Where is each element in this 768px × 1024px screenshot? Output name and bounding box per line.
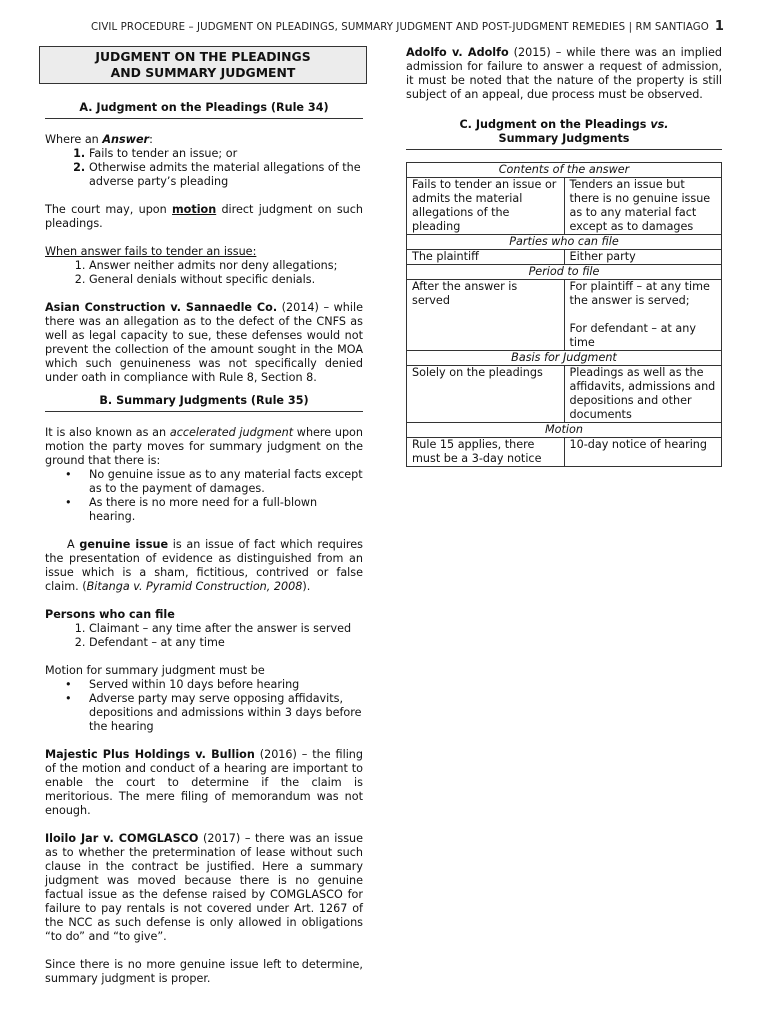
table-cell: Either party bbox=[564, 250, 722, 265]
table-cell bbox=[564, 280, 722, 351]
iloilo-case-name: Iloilo Jar v. COMGLASCO bbox=[45, 832, 199, 845]
motion-term: motion bbox=[172, 203, 217, 216]
list-item: 1. Answer neither admits nor deny allegations; bbox=[89, 259, 363, 273]
header-text: CIVIL PROCEDURE – JUDGMENT ON PLEADINGS, SUMMARY JUDGMENT AND POST-JUDGMENT REMEDIES | RM SANTIAGO bbox=[91, 22, 709, 33]
comparison-table bbox=[406, 162, 722, 467]
majestic-case-paragraph bbox=[45, 748, 363, 818]
table-caption-period: Period to file bbox=[407, 265, 722, 280]
intro-post: where upon motion the party moves for summary judgment on the ground that there is: bbox=[45, 426, 363, 467]
left-column bbox=[45, 46, 363, 986]
right-column bbox=[406, 46, 722, 467]
iloilo-case-paragraph bbox=[45, 832, 363, 944]
period-plaintiff: For plaintiff – at any time the answer is served; bbox=[569, 280, 710, 307]
persons-list bbox=[45, 622, 363, 650]
list-item: 2. General denials without specific denials. bbox=[89, 273, 363, 287]
list-item: • Served within 10 days before hearing bbox=[89, 678, 363, 692]
table-caption-motion: Motion bbox=[407, 423, 722, 438]
fails-list bbox=[45, 259, 363, 287]
section-b-heading: B. Summary Judgments (Rule 35) bbox=[45, 394, 363, 412]
where-answer-line bbox=[45, 133, 363, 147]
table-caption-contents: Contents of the answer bbox=[407, 163, 722, 178]
where-pre: Where an bbox=[45, 133, 103, 146]
table-cell: The plaintiff bbox=[407, 250, 565, 265]
table-row bbox=[407, 178, 722, 235]
court-post: direct judgment on such pleadings. bbox=[45, 203, 363, 230]
persons-heading: Persons who can file bbox=[45, 608, 175, 621]
table-cell: Rule 15 applies, there must be a 3-day notice bbox=[407, 438, 565, 467]
genuine-issue-paragraph bbox=[45, 538, 363, 594]
where-answer-emphasis: Answer bbox=[102, 133, 150, 146]
genuine-pre: A bbox=[67, 538, 80, 551]
list-item: 2. Defendant – at any time bbox=[89, 636, 363, 650]
table-row bbox=[407, 438, 722, 467]
list-item: • No genuine issue as to any material facts except as to the payment of damages. bbox=[89, 468, 363, 496]
running-header bbox=[0, 20, 724, 35]
table-row bbox=[407, 280, 722, 351]
list-item: • As there is no more need for a full-blown hearing. bbox=[89, 496, 363, 524]
section-c-heading bbox=[406, 118, 722, 150]
bitanga-citation: Bitanga v. Pyramid Construction, 2008 bbox=[86, 580, 303, 593]
adolfo-case-paragraph bbox=[406, 46, 722, 102]
court-pre: The court may, upon bbox=[45, 203, 172, 216]
accelerated-term: accelerated judgment bbox=[169, 426, 294, 439]
intro-pre: It is also known as an bbox=[45, 426, 170, 439]
list-item: 2. Otherwise admits the material allegations of the adverse party’s pleading bbox=[89, 161, 363, 189]
section-c-heading-line-2: Summary Judgments bbox=[498, 132, 630, 145]
heading-pre: C. Judgment on the Pleadings bbox=[459, 118, 651, 131]
no-genuine-issue-list bbox=[45, 468, 363, 524]
table-cell: 10-day notice of hearing bbox=[564, 438, 722, 467]
section-a-heading: A. Judgment on the Pleadings (Rule 34) bbox=[45, 101, 363, 119]
title-line-2: AND SUMMARY JUDGMENT bbox=[110, 65, 296, 80]
asian-case-name: Asian Construction v. Sannaedle Co. bbox=[45, 301, 278, 314]
motion-requirements-line: Motion for summary judgment must be bbox=[45, 664, 265, 677]
fails-heading: When answer fails to tender an issue: bbox=[45, 245, 257, 258]
answer-conditions-list bbox=[45, 147, 363, 189]
majestic-case-text: (2016) – the filing of the motion and conduct of a hearing are important to enable the court to determine if the claim is meritorious. The mere filing of memorandum was not enough. bbox=[45, 748, 363, 817]
table-cell: Fails to tender an issue or admits the material allegations of the pleading bbox=[407, 178, 565, 235]
majestic-case-name: Majestic Plus Holdings v. Bullion bbox=[45, 748, 255, 761]
genuine-issue-term: genuine issue bbox=[79, 538, 169, 551]
versus-term: vs. bbox=[650, 118, 669, 131]
asian-case-paragraph bbox=[45, 301, 363, 385]
section-c-heading-line-1 bbox=[406, 118, 722, 132]
accelerated-paragraph bbox=[45, 426, 363, 468]
list-item: • Adverse party may serve opposing affidavits, depositions and admissions within 3 days before the hearing bbox=[89, 692, 363, 734]
iloilo-case-text: (2017) – there was an issue as to whether the pretermination of lease without such clause in the contract be justified. Here a summary judgment was moved because there is no genuine factual issue as the defense raised by COMGLASCO for failure to pay rentals is not covered under Art. 1267 of the NCC as such defense is only allowed in obligations “to do” and “to give”. bbox=[45, 832, 363, 943]
adolfo-case-text: (2015) – while there was an implied admission for failure to answer a request of admission, it must be noted that the nature of the property is still subject of an appeal, due process must be observed. bbox=[406, 46, 722, 101]
table-row bbox=[407, 366, 722, 423]
table-caption-parties: Parties who can file bbox=[407, 235, 722, 250]
list-item: 1. Fails to tender an issue; or bbox=[89, 147, 363, 161]
table-caption-basis: Basis for Judgment bbox=[407, 351, 722, 366]
motion-requirements-list bbox=[45, 678, 363, 734]
list-item: 1. Claimant – any time after the answer is served bbox=[89, 622, 363, 636]
table-cell: After the answer is served bbox=[407, 280, 565, 351]
period-defendant: For defendant – at any time bbox=[569, 322, 696, 349]
genuine-post: is an issue of fact which requires the presentation of evidence as distinguished from an issue which is a sham, fictitious, contrived or false claim. ( bbox=[45, 538, 363, 593]
asian-case-text: (2014) – while there was an allegation as to the defect of the CNFS as well as legal capacity to sue, these defenses would not prevent the collection of the amount sought in the MOA which such genuineness was not specifically denied under oath in compliance with Rule 8, Section 8. bbox=[45, 301, 363, 384]
table-row bbox=[407, 250, 722, 265]
conclusion-paragraph: Since there is no more genuine issue left to determine, summary judgment is proper. bbox=[45, 958, 363, 985]
title-line-1: JUDGMENT ON THE PLEADINGS bbox=[95, 49, 311, 64]
table-cell: Solely on the pleadings bbox=[407, 366, 565, 423]
table-cell: Pleadings as well as the affidavits, admissions and depositions and other documents bbox=[564, 366, 722, 423]
where-post: : bbox=[149, 133, 153, 146]
genuine-end: ). bbox=[302, 580, 311, 593]
document-title bbox=[39, 46, 367, 84]
court-motion-paragraph bbox=[45, 203, 363, 231]
adolfo-case-name: Adolfo v. Adolfo bbox=[406, 46, 509, 59]
table-cell: Tenders an issue but there is no genuine issue as to any material fact except as to damages bbox=[564, 178, 722, 235]
page-number: 1 bbox=[714, 19, 724, 34]
